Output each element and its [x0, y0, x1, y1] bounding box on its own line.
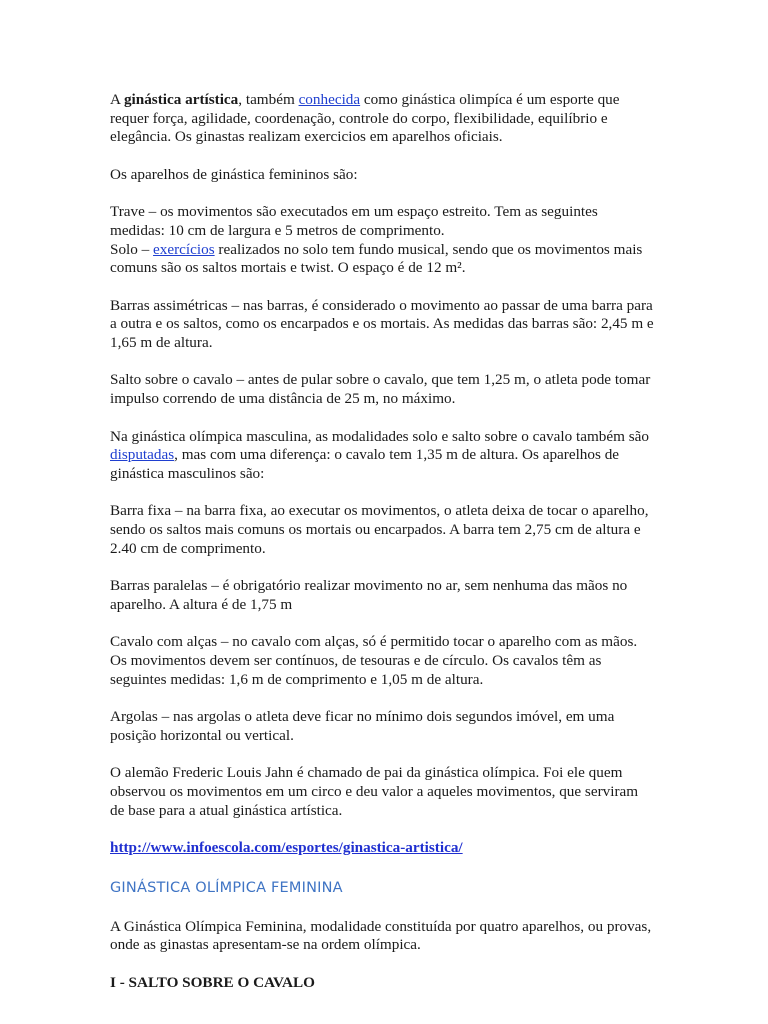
trave-text: Trave – os movimentos são executados em um espaço estreito. Tem as seguintes medidas: 10 cm de largura e 5 metros de comprimento.	[110, 203, 598, 239]
sub-heading: I - SALTO SOBRE O CAVALO	[110, 973, 315, 991]
salto-cavalo-paragraph: Salto sobre o cavalo – antes de pular sobre o cavalo, que tem 1,25 m, o atleta pode tomar impulso correndo de uma distância de 25 m, no máximo.	[110, 371, 651, 408]
masculina-rest: , mas com uma diferença: o cavalo tem 1,35 m de altura. Os aparelhos de ginástica masculinos são:	[110, 446, 620, 482]
barras-paralelas-paragraph: Barras paralelas – é obrigatório realizar movimento no ar, sem nenhuma das mãos no aparelho. A altura é de 1,75 m	[110, 577, 628, 613]
masculina-prefix: Na ginástica olímpica masculina, as modalidades solo e salto sobre o cavalo também são	[110, 427, 650, 445]
barras-assimetricas-paragraph: Barras assimétricas – nas barras, é considerado o movimento ao passar de uma barra para a outra e os saltos, como os encarpados e os mortais. As medidas das barras são: 2,45 m e 1,65 m de altura.	[110, 296, 654, 352]
trave-solo-paragraph	[110, 203, 655, 278]
intro-prefix: A	[110, 91, 124, 108]
section-heading: GINÁSTICA OLÍMPICA FEMININA	[110, 879, 343, 896]
jahn-paragraph: O alemão Frederic Louis Jahn é chamado de pai da ginástica olímpica. Foi ele quem observou os movimentos em um circo e deu valor a aqueles movimentos, que serviram de base para a atual ginástica artística.	[110, 764, 639, 819]
document-body	[110, 91, 655, 992]
female-apparatus-intro: Os aparelhos de ginástica femininos são:	[110, 165, 358, 183]
source-link-paragraph	[110, 839, 655, 858]
exercicios-link[interactable]: exercícios	[153, 240, 215, 258]
cavalo-alcas-paragraph: Cavalo com alças – no cavalo com alças, só é permitido tocar o aparelho com as mãos. Os movimentos devem ser contínuos, de tesouras e de círculo. Os cavalos têm as seguintes medidas: 1,6 m de comprimento e 1,05 m de altura.	[110, 633, 638, 688]
disputadas-link[interactable]: disputadas	[110, 446, 175, 464]
solo-prefix: Solo –	[110, 240, 154, 258]
intro-term: ginástica artística	[123, 91, 239, 108]
solo-rest: realizados no solo tem fundo musical, sendo que os movimentos mais comuns são os saltos mortais e twist. O espaço é de 12 m².	[110, 240, 643, 277]
intro-after-term: , também	[238, 91, 299, 108]
barra-fixa-paragraph: Barra fixa – na barra fixa, ao executar os movimentos, o atleta deixa de tocar o aparelho, sendo os saltos mais comuns os mortais ou encarpados. A barra tem 2,75 cm de altura e 2.40 cm de comprimento.	[110, 502, 649, 557]
intro-rest: como ginástica olimpíca é um esporte que requer força, agilidade, coordenação, controle do corpo, flexibilidade, equilíbrio e elegância. Os ginastas realizam exercicios em aparelhos oficiais.	[110, 91, 620, 146]
argolas-paragraph: Argolas – nas argolas o atleta deve ficar no mínimo dois segundos imóvel, em uma posição horizontal ou vertical.	[110, 708, 615, 744]
source-link[interactable]: http://www.infoescola.com/esportes/ginastica-artistica/	[110, 838, 463, 856]
conhecida-link[interactable]: conhecida	[298, 91, 361, 108]
feminina-intro-paragraph: A Ginástica Olímpica Feminina, modalidade constituída por quatro aparelhos, ou provas, onde as ginastas apresentam-se na ordem olímpica.	[110, 917, 652, 954]
intro-paragraph	[110, 91, 655, 147]
masculina-paragraph	[110, 428, 655, 484]
